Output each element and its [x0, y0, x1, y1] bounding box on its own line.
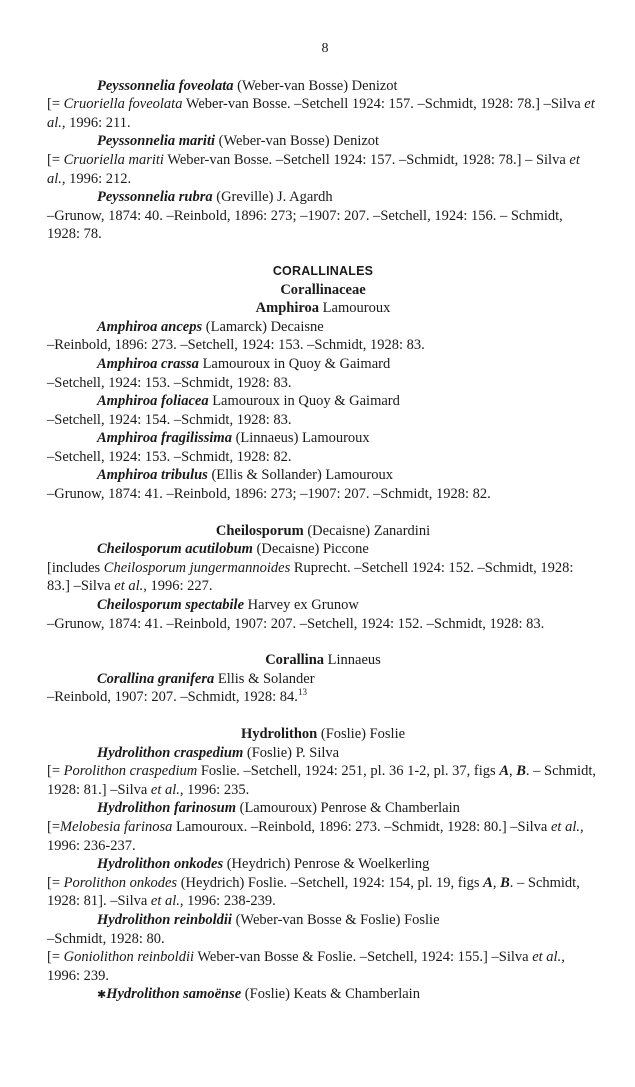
species-authority: (Foslie) Keats & Chamberlain: [241, 986, 420, 1003]
species-heading: [47, 466, 599, 485]
amphiroa-section: [47, 318, 599, 504]
corallina-section: [47, 670, 599, 707]
species-authority: (Greville) J. Agardh: [212, 189, 333, 206]
species-authority: (Weber-van Bosse & Foslie) Foslie: [231, 911, 440, 928]
species-references: [= Cruoriella foveolata Weber-van Bosse. –Setchell 1924: 157. –Schmidt, 1928: 78.] –Silva et al., 1996: 211.: [47, 96, 595, 131]
species-name: Amphiroa anceps: [97, 318, 203, 335]
species-entry: [47, 355, 599, 392]
species-entry: [47, 318, 599, 355]
species-references: –Grunow, 1874: 41. –Reinbold, 1907: 207. –Setchell, 1924: 152. –Schmidt, 1928: 83.: [47, 615, 545, 632]
cheilosporum-section: [47, 540, 599, 633]
species-authority: (Lamouroux) Penrose & Chamberlain: [236, 800, 460, 817]
species-references: –Reinbold, 1896: 273. –Setchell, 1924: 153. –Schmidt, 1928: 83.: [47, 337, 425, 354]
species-entry: [47, 77, 599, 133]
genus-heading-corallina: Corallina Linnaeus: [265, 652, 381, 669]
species-heading: [47, 985, 599, 1005]
species-name: Hydrolithon reinboldii: [97, 911, 232, 928]
genus-heading-hydrolithon: Hydrolithon (Foslie) Foslie: [240, 726, 406, 742]
species-heading: [47, 188, 599, 207]
species-heading: [47, 596, 599, 615]
species-heading: [47, 911, 599, 930]
species-references: [= Cruoriella mariti Weber-van Bosse. –Setchell 1924: 157. –Schmidt, 1928: 78.] – Silva et al., 1996: 212.: [47, 151, 580, 187]
species-entry: [47, 911, 599, 985]
peyssonnelia-section: [47, 77, 599, 244]
species-references: –Grunow, 1874: 40. –Reinbold, 1896: 273; –1907: 207. –Setchell, 1924: 156. – Schmidt, 1928: 78.: [47, 207, 563, 243]
species-name: Hydrolithon farinosum: [97, 800, 236, 817]
species-authority: (Lamarck) Decaisne: [202, 318, 324, 335]
species-authority: (Decaisne) Piccone: [252, 541, 369, 558]
species-name: Amphiroa tribulus: [97, 467, 208, 484]
species-authority: Ellis & Solander: [214, 670, 315, 687]
species-heading: [47, 132, 599, 151]
species-authority: (Linnaeus) Lamouroux: [231, 430, 370, 447]
species-entry: [47, 429, 599, 466]
species-entry: [47, 744, 599, 800]
species-name: Hydrolithon craspedium: [97, 744, 244, 761]
species-name: Cheilosporum acutilobum: [97, 541, 253, 558]
species-references: [includes Cheilosporum jungermannoides Ruprecht. –Setchell 1924: 152. –Schmidt, 1928: 83.] –Silva et al., 1996: 227.: [47, 559, 574, 595]
genus-heading-amphiroa: Amphiroa Lamouroux: [255, 300, 391, 317]
species-authority: (Weber-van Bosse) Denizot: [215, 133, 380, 150]
asterisk-marker-icon: ✱: [97, 989, 107, 1002]
species-authority: (Ellis & Sollander) Lamouroux: [207, 467, 394, 484]
species-authority: Harvey ex Grunow: [244, 597, 359, 614]
species-references: –Setchell, 1924: 153. –Schmidt, 1928: 83.: [47, 374, 292, 391]
species-entry: [47, 466, 599, 503]
species-entry: [47, 855, 599, 911]
species-references: [= Porolithon craspedium Foslie. –Setchell, 1924: 251, pl. 36 1-2, pl. 37, figs A, B. – Schmidt, 1928: 81.] –Silva et al., 1996: 235.: [47, 763, 596, 798]
species-entry: [47, 985, 599, 1005]
species-references: [= Porolithon onkodes (Heydrich) Foslie. –Setchell, 1924: 154, pl. 19, figs A, B. – Schmidt, 1928: 81]. –Silva et al., 1996: 238-239.: [47, 874, 580, 910]
species-heading: [47, 429, 599, 448]
species-name: Hydrolithon onkodes: [97, 856, 224, 873]
species-references: –Setchell, 1924: 154. –Schmidt, 1928: 83.: [47, 411, 292, 428]
species-heading: [47, 799, 599, 818]
species-name: Peyssonnelia mariti: [97, 133, 216, 150]
species-name: Cheilosporum spectabile: [97, 597, 245, 614]
species-heading: [47, 355, 599, 374]
species-authority: (Weber-van Bosse) Denizot: [233, 77, 398, 94]
species-name: Hydrolithon samoënse: [106, 986, 242, 1003]
species-heading: [47, 77, 599, 96]
genus-heading-cheilosporum: Cheilosporum (Decaisne) Zanardini: [215, 522, 431, 539]
species-name: Peyssonnelia foveolata: [97, 77, 234, 94]
species-authority: (Heydrich) Penrose & Woelkerling: [223, 856, 430, 873]
species-references: –Reinbold, 1907: 207. –Schmidt, 1928: 84.13: [47, 687, 307, 706]
species-heading: [47, 855, 599, 874]
species-entry: [47, 670, 599, 707]
species-name: Corallina granifera: [97, 670, 215, 687]
species-heading: [47, 744, 599, 763]
species-entry: [47, 392, 599, 429]
species-references: [=Melobesia farinosa Lamouroux. –Reinbold, 1896: 273. –Schmidt, 1928: 80.] –Silva et al., 1996: 236-237.: [47, 818, 584, 854]
species-name: Amphiroa fragilissima: [97, 430, 232, 447]
species-entry: [47, 188, 599, 244]
species-heading: [47, 318, 599, 337]
species-name: Amphiroa crassa: [97, 355, 199, 372]
species-entry: [47, 596, 599, 633]
species-heading: [47, 540, 599, 559]
species-references: –Setchell, 1924: 153. –Schmidt, 1928: 82.: [47, 448, 292, 465]
species-authority: (Foslie) P. Silva: [243, 744, 340, 761]
species-entry: [47, 132, 599, 188]
order-heading: CORALLINALES: [272, 263, 374, 278]
species-heading: [47, 670, 599, 689]
species-references: –Schmidt, 1928: 80. [= Goniolithon reinboldii Weber-van Bosse & Foslie. –Setchell, 1924: 155.] –Silva et al., 1996: 239.: [47, 930, 565, 984]
species-authority: Lamouroux in Quoy & Gaimard: [198, 355, 391, 372]
family-heading: Corallinaceae: [280, 281, 366, 298]
species-name: Amphiroa foliacea: [97, 393, 209, 410]
species-heading: [47, 392, 599, 411]
species-name: Peyssonnelia rubra: [97, 189, 213, 206]
species-entry: [47, 540, 599, 596]
hydrolithon-section: [47, 744, 599, 1005]
page-number: 8: [321, 41, 329, 56]
footnote-marker: 13: [297, 687, 307, 698]
species-references: –Grunow, 1874: 41. –Reinbold, 1896: 273; –1907: 207. –Schmidt, 1928: 82.: [47, 486, 491, 503]
species-authority: Lamouroux in Quoy & Gaimard: [208, 393, 400, 410]
species-entry: [47, 799, 599, 855]
